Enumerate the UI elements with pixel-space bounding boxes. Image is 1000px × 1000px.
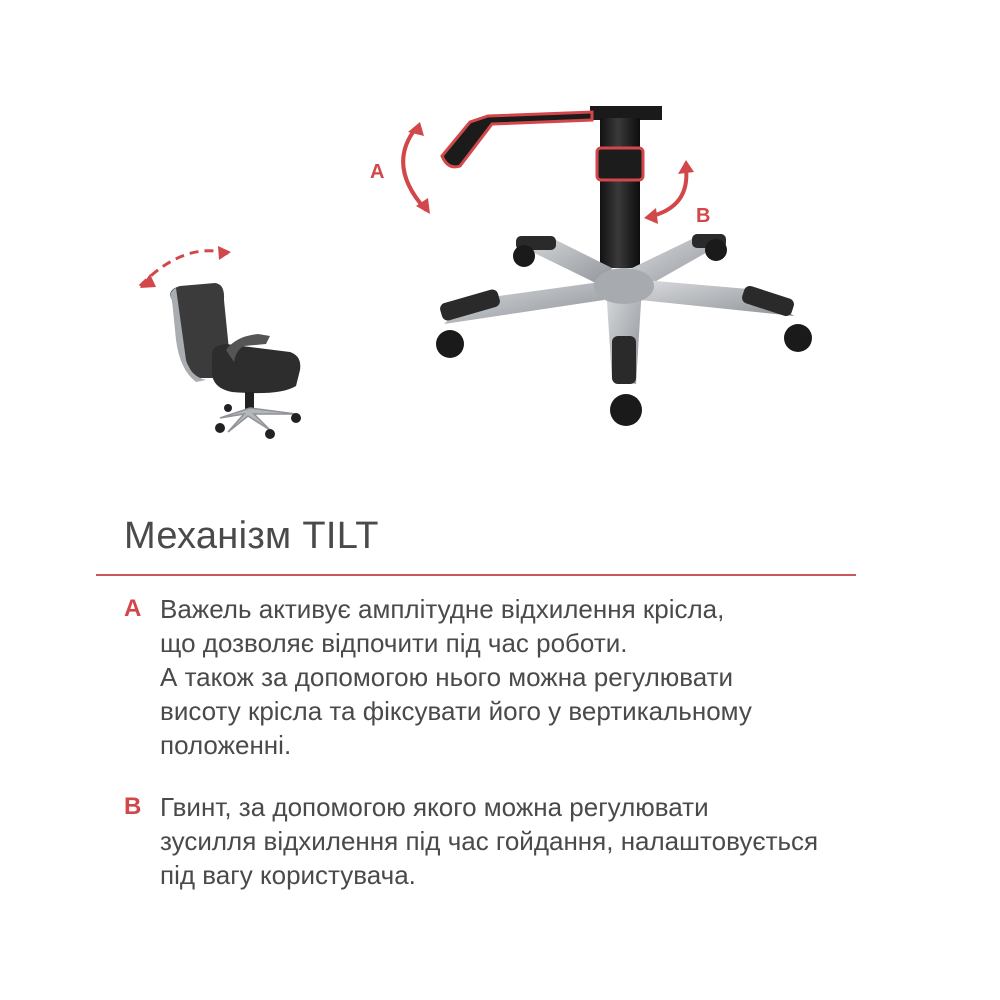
title-divider	[96, 574, 856, 576]
item-letter-b: B	[124, 793, 142, 820]
item-b-line: під вагу користувача.	[160, 860, 416, 890]
item-a-line: А також за допомогою нього можна регулювати	[160, 662, 734, 692]
tilt-mechanism-image	[370, 106, 812, 426]
item-letter-a: A	[124, 595, 142, 622]
item-text-b	[160, 790, 890, 892]
small-chair-image	[140, 246, 301, 439]
item-text-a	[160, 592, 890, 762]
label-b: B	[696, 205, 711, 227]
item-b-line: Гвинт, за допомогою якого можна регулювати	[160, 792, 709, 822]
item-a-line: Важель активує амплітудне відхилення крісла,	[160, 594, 725, 624]
item-a-line: що дозволяє відпочити під час роботи.	[160, 628, 628, 658]
item-b-line: зусилля відхилення під час гойдання, налаштовується	[160, 826, 819, 856]
item-a-line: висоту крісла та фіксувати його у вертикальному	[160, 696, 752, 726]
label-a: A	[370, 161, 385, 183]
page-title: Механізм TILT	[124, 515, 379, 557]
item-a-line: положенні.	[160, 730, 292, 760]
